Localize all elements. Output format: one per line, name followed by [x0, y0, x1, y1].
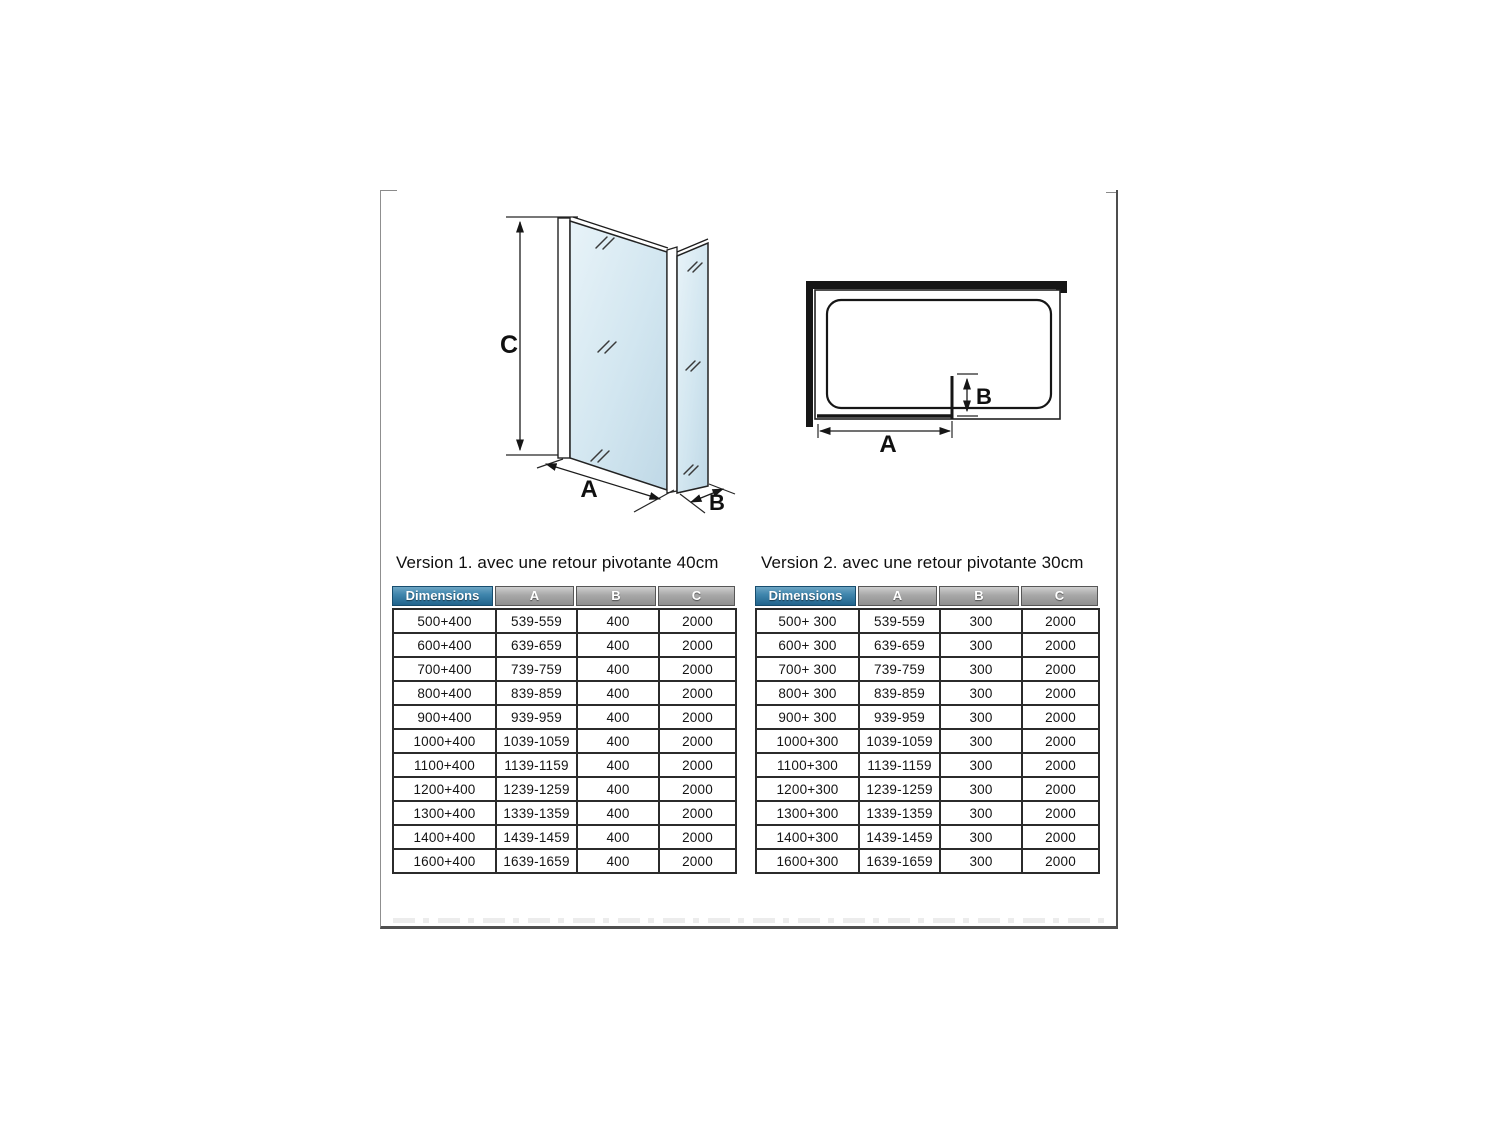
- wall-top: [808, 281, 1067, 289]
- table-cell: 1300+300: [756, 801, 859, 825]
- table-cell: 1600+300: [756, 849, 859, 873]
- column-header-b: B: [939, 586, 1019, 606]
- table-cell: 300: [940, 801, 1022, 825]
- table-row: [393, 705, 736, 729]
- frame-corner-tick-right: [1106, 192, 1116, 193]
- table-cell: 1639-1659: [859, 849, 940, 873]
- column-header-a: A: [495, 586, 574, 606]
- table-cell: 600+ 300: [756, 633, 859, 657]
- table-cell: 1039-1059: [496, 729, 577, 753]
- table-cell: 1339-1359: [859, 801, 940, 825]
- table-cell: 800+400: [393, 681, 496, 705]
- table-cell: 2000: [659, 609, 736, 633]
- table-cell: 2000: [659, 633, 736, 657]
- table-row: [393, 825, 736, 849]
- table-row: [393, 729, 736, 753]
- table-cell: 2000: [1022, 633, 1099, 657]
- table-row: [393, 609, 736, 633]
- table-cell: 800+ 300: [756, 681, 859, 705]
- version1-table-header: [392, 586, 737, 606]
- table-cell: 300: [940, 681, 1022, 705]
- table-cell: 500+400: [393, 609, 496, 633]
- table-cell: 2000: [1022, 777, 1099, 801]
- table-cell: 2000: [1022, 801, 1099, 825]
- table-cell: 2000: [659, 681, 736, 705]
- column-header-a: A: [858, 586, 937, 606]
- column-header-dimensions: Dimensions: [392, 586, 493, 606]
- table-cell: 2000: [1022, 657, 1099, 681]
- version1-dimensions-table: [392, 608, 737, 874]
- table-cell: 1239-1259: [496, 777, 577, 801]
- dimension-b-left-extension: [680, 494, 705, 513]
- table-cell: 1400+300: [756, 825, 859, 849]
- wall-left: [806, 281, 813, 427]
- table-row: [393, 633, 736, 657]
- table-cell: 1100+300: [756, 753, 859, 777]
- column-header-c: C: [1021, 586, 1098, 606]
- wall-profile-bar: [558, 218, 570, 458]
- spec-sheet-frame: [380, 190, 1118, 929]
- table-cell: 900+ 300: [756, 705, 859, 729]
- table-cell: 2000: [1022, 825, 1099, 849]
- table-row: [756, 609, 1099, 633]
- table-cell: 2000: [659, 657, 736, 681]
- table-cell: 2000: [1022, 849, 1099, 873]
- table-row: [756, 729, 1099, 753]
- table-cell: 700+ 300: [756, 657, 859, 681]
- frame-corner-tick-left: [381, 190, 397, 191]
- column-header-c: C: [658, 586, 735, 606]
- dimension-label-b: B: [976, 384, 992, 409]
- table-row: [393, 681, 736, 705]
- table-cell: 300: [940, 705, 1022, 729]
- table-cell: 739-759: [496, 657, 577, 681]
- table-cell: 539-559: [859, 609, 940, 633]
- table-cell: 1439-1459: [859, 825, 940, 849]
- table-cell: 2000: [1022, 609, 1099, 633]
- version1-title: Version 1. avec une retour pivotante 40cm: [396, 553, 719, 572]
- column-header-b: B: [576, 586, 656, 606]
- table-cell: 1239-1259: [859, 777, 940, 801]
- table-row: [756, 657, 1099, 681]
- table-cell: 1600+400: [393, 849, 496, 873]
- table-cell: 400: [577, 705, 659, 729]
- table-cell: 300: [940, 753, 1022, 777]
- version2-title: Version 2. avec une retour pivotante 30cm: [761, 553, 1084, 572]
- table-cell: 1639-1659: [496, 849, 577, 873]
- table-cell: 1339-1359: [496, 801, 577, 825]
- version2-section: [755, 553, 1100, 874]
- table-cell: 2000: [1022, 753, 1099, 777]
- table-row: [393, 849, 736, 873]
- table-row: [756, 825, 1099, 849]
- dimension-label-b: B: [709, 490, 725, 515]
- table-cell: 400: [577, 609, 659, 633]
- column-header-dimensions: Dimensions: [755, 586, 856, 606]
- table-cell: 539-559: [496, 609, 577, 633]
- table-cell: 639-659: [496, 633, 577, 657]
- table-cell: 1000+400: [393, 729, 496, 753]
- table-cell: 400: [577, 753, 659, 777]
- watermark-strip: [393, 918, 1109, 923]
- table-row: [393, 801, 736, 825]
- table-cell: 639-659: [859, 633, 940, 657]
- table-row: [756, 777, 1099, 801]
- dimension-label-c: C: [499, 331, 518, 359]
- table-cell: 300: [940, 657, 1022, 681]
- table-cell: 1200+300: [756, 777, 859, 801]
- table-cell: 839-859: [859, 681, 940, 705]
- table-cell: 900+400: [393, 705, 496, 729]
- table-cell: 839-859: [496, 681, 577, 705]
- table-cell: 1039-1059: [859, 729, 940, 753]
- table-cell: 2000: [659, 777, 736, 801]
- table-cell: 1100+400: [393, 753, 496, 777]
- table-cell: 2000: [659, 753, 736, 777]
- table-row: [393, 657, 736, 681]
- table-row: [393, 753, 736, 777]
- table-cell: 300: [940, 609, 1022, 633]
- table-cell: 300: [940, 825, 1022, 849]
- table-cell: 1139-1159: [859, 753, 940, 777]
- top-view-diagram: [795, 268, 1090, 465]
- table-row: [756, 705, 1099, 729]
- table-cell: 500+ 300: [756, 609, 859, 633]
- shower-tray: [827, 300, 1051, 408]
- table-cell: 400: [577, 633, 659, 657]
- table-cell: 2000: [1022, 705, 1099, 729]
- version1-section: [392, 553, 737, 874]
- table-cell: 2000: [659, 849, 736, 873]
- table-row: [756, 633, 1099, 657]
- table-cell: 2000: [659, 729, 736, 753]
- version2-table-header: [755, 586, 1100, 606]
- table-cell: 2000: [659, 705, 736, 729]
- table-row: [393, 777, 736, 801]
- hinge-profile-bar: [667, 247, 677, 493]
- table-cell: 600+400: [393, 633, 496, 657]
- return-glass-panel: [677, 243, 708, 493]
- table-row: [756, 681, 1099, 705]
- table-cell: 739-759: [859, 657, 940, 681]
- table-cell: 2000: [1022, 681, 1099, 705]
- version2-dimensions-table: [755, 608, 1100, 874]
- table-cell: 300: [940, 729, 1022, 753]
- dimension-a-left-extension: [537, 459, 563, 468]
- dimension-label-a: A: [580, 476, 598, 503]
- table-cell: 939-959: [859, 705, 940, 729]
- table-cell: 400: [577, 777, 659, 801]
- table-cell: 2000: [659, 825, 736, 849]
- side-view-diagram: [455, 205, 755, 530]
- table-cell: 2000: [659, 801, 736, 825]
- table-row: [756, 753, 1099, 777]
- dimension-label-a: A: [879, 431, 897, 458]
- table-cell: 1000+300: [756, 729, 859, 753]
- table-cell: 400: [577, 729, 659, 753]
- table-cell: 1139-1159: [496, 753, 577, 777]
- table-cell: 939-959: [496, 705, 577, 729]
- table-cell: 400: [577, 849, 659, 873]
- table-cell: 300: [940, 633, 1022, 657]
- table-row: [756, 849, 1099, 873]
- table-cell: 700+400: [393, 657, 496, 681]
- table-cell: 400: [577, 801, 659, 825]
- table-cell: 400: [577, 681, 659, 705]
- table-cell: 400: [577, 657, 659, 681]
- table-cell: 1300+400: [393, 801, 496, 825]
- table-cell: 1200+400: [393, 777, 496, 801]
- table-cell: 300: [940, 777, 1022, 801]
- main-glass-panel: [570, 221, 667, 490]
- table-cell: 300: [940, 849, 1022, 873]
- table-cell: 400: [577, 825, 659, 849]
- table-cell: 1400+400: [393, 825, 496, 849]
- table-cell: 2000: [1022, 729, 1099, 753]
- table-row: [756, 801, 1099, 825]
- table-cell: 1439-1459: [496, 825, 577, 849]
